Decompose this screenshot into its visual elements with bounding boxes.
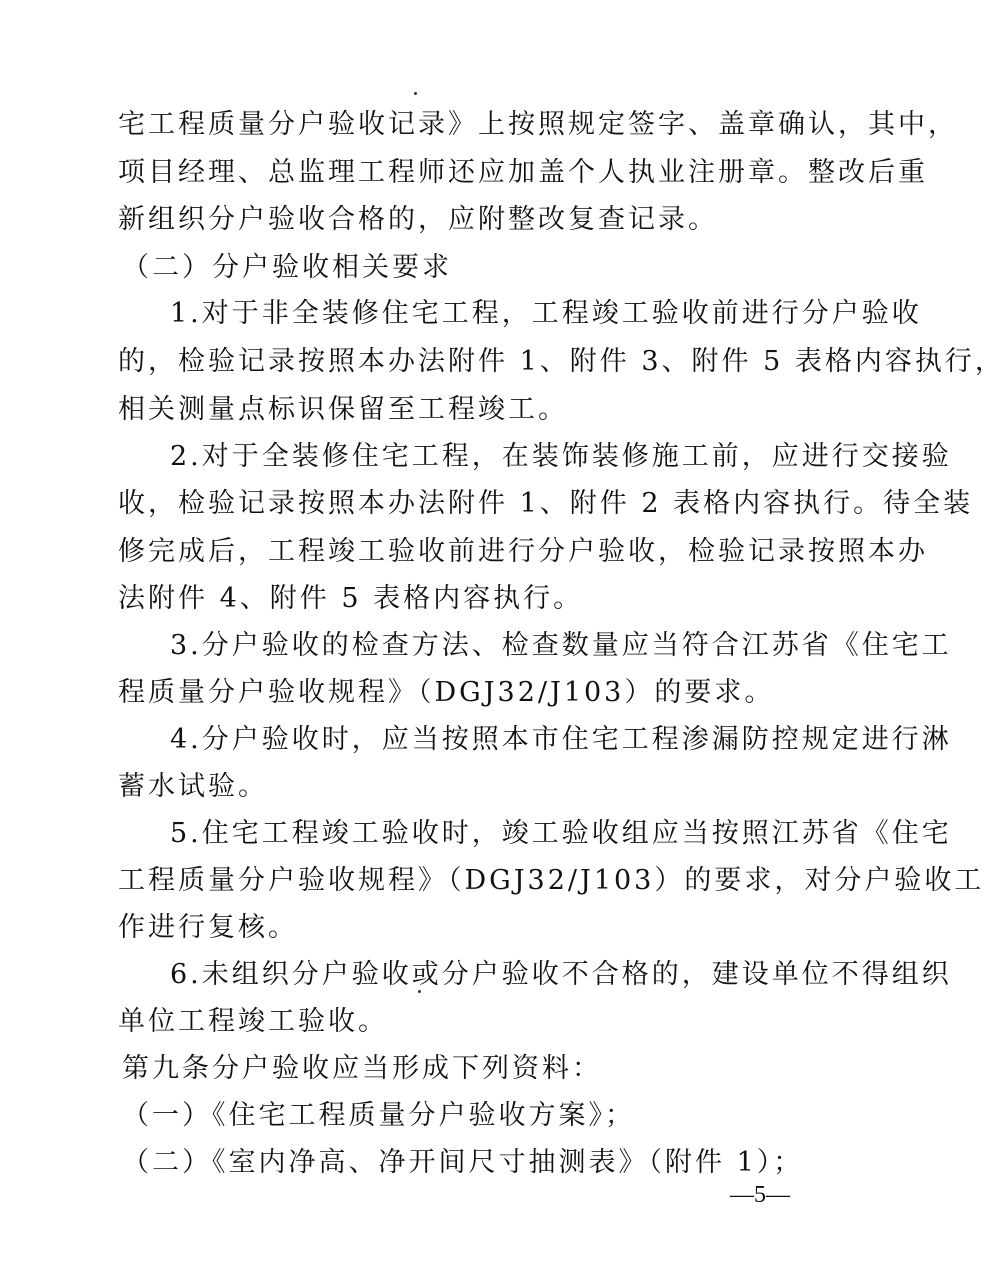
paragraph-line: 蓄水试验。	[118, 771, 268, 802]
paragraph-line: 3.分户验收的检查方法、检查数量应当符合江苏省《住宅工	[170, 630, 952, 661]
paragraph-line: 4.分户验收时，应当按照本市住宅工程渗漏防控规定进行淋	[170, 724, 952, 755]
paragraph-line: 法附件 4、附件 5 表格内容执行。	[118, 583, 584, 614]
paragraph-line: 2.对于全装修住宅工程，在装饰装修施工前，应进行交接验	[170, 441, 952, 472]
list-item: （一）《住宅工程质量分户验收方案》；	[122, 1100, 635, 1131]
paragraph-line: 单位工程竣工验收。	[118, 1006, 388, 1037]
paragraph-line: 工程质量分户验收规程》（DGJ32/J103）的要求，对分户验收工	[118, 865, 985, 896]
paragraph-line: 宅工程质量分户验收记录》上按照规定签字、盖章确认，其中，	[118, 109, 958, 140]
scan-dot	[418, 990, 421, 993]
paragraph-line: 相关测量点标识保留至工程竣工。	[118, 394, 568, 425]
list-item: （二）《室内净高、净开间尺寸抽测表》（附件 1）；	[122, 1147, 804, 1178]
paragraph-line: 新组织分户验收合格的，应附整改复查记录。	[118, 204, 718, 235]
section-heading: （二）分户验收相关要求	[122, 252, 452, 283]
paragraph-line: 1.对于非全装修住宅工程，工程竣工验收前进行分户验收	[170, 298, 922, 329]
paragraph-line: 收，检验记录按照本办法附件 1、附件 2 表格内容执行。待全装	[118, 488, 974, 519]
paragraph-line: 作进行复核。	[118, 912, 298, 943]
paragraph-line: 程质量分户验收规程》（DGJ32/J103）的要求。	[118, 677, 775, 708]
scan-dot	[414, 92, 417, 95]
paragraph-line: 5.住宅工程竣工验收时，竣工验收组应当按照江苏省《住宅	[170, 818, 952, 849]
paragraph-line: 6.未组织分户验收或分户验收不合格的，建设单位不得组织	[170, 959, 952, 990]
page-number: —5—	[730, 1182, 790, 1208]
paragraph-line: 项目经理、总监理工程师还应加盖个人执业注册章。整改后重	[118, 157, 928, 188]
paragraph-line: 的，检验记录按照本办法附件 1、附件 3、附件 5 表格内容执行，	[118, 346, 1005, 377]
article-line: 第九条分户验收应当形成下列资料：	[122, 1053, 602, 1084]
paragraph-line: 修完成后，工程竣工验收前进行分户验收，检验记录按照本办	[118, 536, 928, 567]
